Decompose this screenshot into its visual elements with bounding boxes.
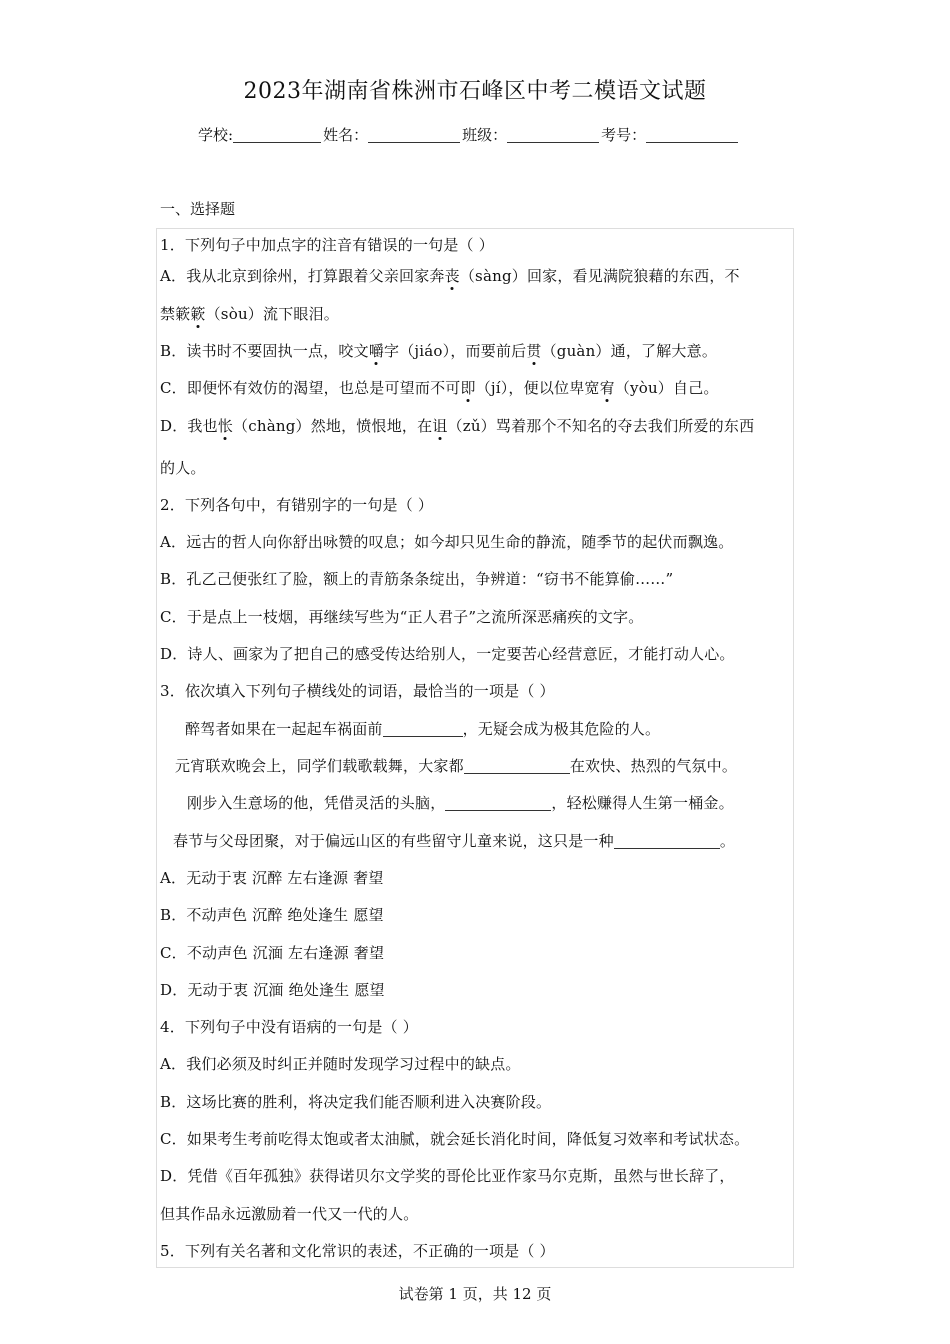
question-3-option-d: D．无动于衷 沉湎 绝处逢生 愿望: [160, 981, 385, 999]
question-1-option-b: [160, 340, 717, 361]
question-3-stem: 3．依次填入下列句子横线处的词语，最恰当的一项是（ ）: [160, 682, 555, 700]
sentence-text: 春节与父母团聚，对于偏远山区的有些留守儿童来说，这只是一种: [173, 832, 614, 850]
question-3-option-b: B．不动声色 沉醉 绝处逢生 愿望: [160, 906, 384, 924]
option-text: （chàng）然地，愤恨地，在: [233, 417, 433, 435]
dotted-char: 即: [460, 379, 476, 397]
question-3-sentence-1: [185, 718, 660, 739]
school-blank: [233, 126, 321, 143]
question-2-stem: 2．下列各句中，有错别字的一句是（ ）: [160, 496, 434, 514]
question-1-option-c: [160, 377, 719, 398]
exam-number-blank: [646, 126, 738, 143]
option-text: B．读书时不要固执一点，咬文: [160, 342, 369, 360]
dotted-char: 诅: [432, 417, 448, 435]
sentence-text: 。: [719, 832, 736, 850]
class-label: 班级：: [462, 126, 508, 144]
question-3-option-c: C．不动声色 沉湎 左右逢源 奢望: [160, 944, 385, 962]
dotted-char: 怅: [217, 417, 234, 435]
exam-number-label: 考号：: [601, 126, 647, 144]
question-1-option-a: [160, 265, 740, 286]
fill-blank: [614, 833, 720, 849]
option-text: A．我从北京到徐州，打算跟着父亲回家奔: [160, 267, 445, 285]
dotted-char: 丧: [444, 267, 460, 285]
sentence-text: ，无疑会成为极其危险的人。: [462, 720, 661, 738]
dotted-char: 贯: [526, 342, 542, 360]
question-4-option-a: A．我们必须及时纠正并随时发现学习过程中的缺点。: [160, 1055, 521, 1073]
question-3-option-a: A．无动于衷 沉醉 左右逢源 奢望: [160, 869, 384, 887]
question-box: [156, 228, 794, 1268]
school-label: 学校:: [198, 126, 234, 144]
dotted-char: 嚼: [368, 342, 385, 360]
name-blank: [368, 126, 460, 143]
sentence-text: ，轻松赚得人生第一桶金。: [551, 794, 734, 812]
question-5-stem: 5．下列有关名著和文化常识的表述，不正确的一项是（ ）: [160, 1242, 555, 1260]
sentence-text: 元宵联欢晚会上，同学们载歌载舞，大家都: [175, 757, 464, 775]
option-text: （jí），便以位卑宽: [475, 379, 600, 397]
option-text: 字（jiáo），而要前后: [384, 342, 527, 360]
question-2-option-a: A．远古的哲人向你舒出咏赞的叹息；如今却只见生命的静流，随季节的起伏而飘逸。: [160, 533, 734, 551]
option-text: C．即便怀有效仿的渴望，也总是可望而不可: [160, 379, 461, 397]
question-2-option-d: D．诗人、画家为了把自己的感受传达给别人，一定要苦心经营意匠，才能打动人心。: [160, 645, 735, 663]
dotted-char: 宥: [599, 379, 615, 397]
question-1-stem: 1．下列句子中加点字的注音有错误的一句是（ ）: [160, 236, 494, 254]
option-text: （yòu）自己。: [614, 379, 719, 397]
question-2-option-c: C．于是点上一枝烟，再继续写些为“正人君子”之流所深恶痛疾的文字。: [160, 608, 644, 626]
question-1-option-d-cont: 的人。: [160, 459, 206, 477]
question-3-sentence-2: [175, 755, 737, 776]
sentence-text: 在欢快、热烈的气氛中。: [569, 757, 738, 775]
question-4-option-b: B．这场比赛的胜利，将决定我们能否顺利进入决赛阶段。: [160, 1093, 552, 1111]
page-footer: 试卷第 1 页，共 12 页: [398, 1285, 552, 1303]
dotted-char: 簌: [190, 305, 206, 323]
option-text: （guàn）通，了解大意。: [541, 342, 718, 360]
student-info-row: [198, 124, 740, 145]
sentence-text: 刚步入生意场的他，凭借灵活的头脑，: [187, 794, 446, 812]
fill-blank: [464, 758, 570, 774]
question-1-option-a-cont: [160, 303, 339, 324]
option-text: D．我也: [160, 417, 218, 435]
name-label: 姓名：: [323, 126, 369, 144]
sentence-text: 醉驾者如果在一起起车祸面前: [185, 720, 383, 738]
fill-blank: [383, 721, 463, 737]
option-text: 禁簌: [160, 305, 191, 323]
option-text: （zǔ）骂着那个不知名的夺去我们所爱的东西: [447, 417, 755, 435]
option-text: （sòu）流下眼泪。: [205, 305, 339, 323]
section-title: 一、选择题: [160, 200, 236, 218]
fill-blank: [445, 795, 551, 811]
page-title: 2023年湖南省株洲市石峰区中考二模语文试题: [243, 79, 707, 104]
question-3-sentence-3: [187, 792, 734, 813]
option-text: （sàng）回家，看见满院狼藉的东西，不: [459, 267, 740, 285]
class-blank: [507, 126, 599, 143]
question-4-option-d: D．凭借《百年孤独》获得诺贝尔文学奖的哥伦比亚作家马尔克斯，虽然与世长辞了，: [160, 1167, 735, 1185]
question-4-option-d-cont: 但其作品永远激励着一代又一代的人。: [160, 1205, 419, 1223]
question-4-stem: 4．下列句子中没有语病的一句是（ ）: [160, 1018, 418, 1036]
question-1-option-d: [160, 415, 754, 436]
question-2-option-b: B．孔乙己便张红了脸，额上的青筋条条绽出，争辨道：“窃书不能算偷……”: [160, 570, 674, 588]
question-4-option-c: C．如果考生考前吃得太饱或者太油腻，就会延长消化时间，降低复习效率和考试状态。: [160, 1130, 750, 1148]
question-3-sentence-4: [173, 830, 735, 851]
